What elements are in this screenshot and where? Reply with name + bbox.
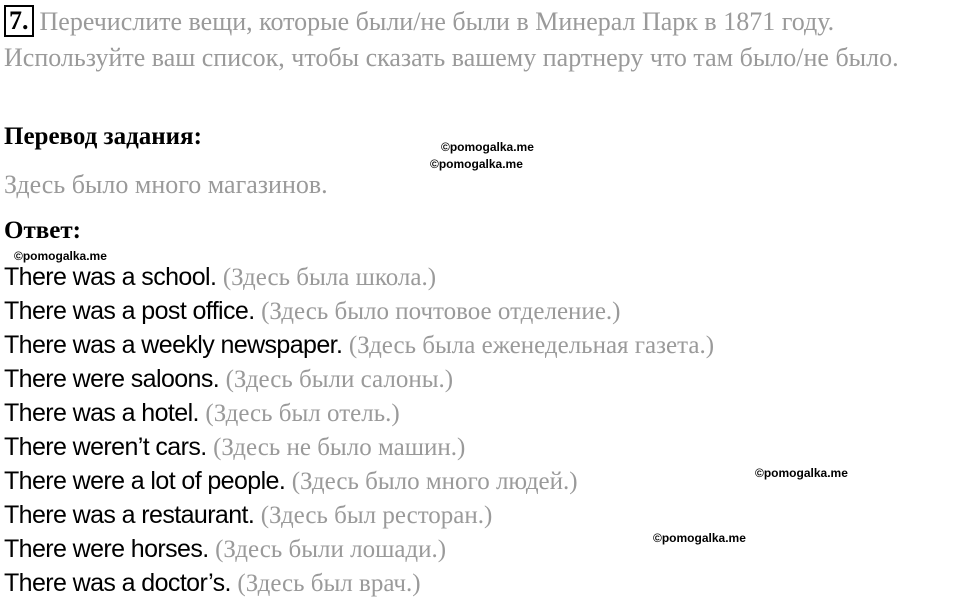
task-number: 7. [4, 5, 34, 37]
watermark: ©pomogalka.me [430, 157, 523, 171]
answer-english: There was a weekly newspaper. [4, 331, 343, 359]
watermark: ©pomogalka.me [441, 140, 534, 154]
answer-russian: (Здесь было много людей.) [291, 468, 578, 495]
answer-english: There was a hotel. [4, 399, 199, 427]
translation-heading: Перевод задания: [4, 123, 202, 150]
answer-item [4, 328, 714, 362]
answer-english: There was a restaurant. [4, 501, 255, 529]
translation-text: Здесь было много магазинов. [4, 170, 328, 199]
watermark: ©pomogalka.me [755, 466, 848, 480]
answer-english: There weren’t cars. [4, 433, 207, 461]
answer-russian: (Здесь был отель.) [205, 400, 400, 427]
task-text: Перечислите вещи, которые были/не были в Минерал Парк в 1871 году. Используйте ваш список, чтобы сказать вашему партнеру что там было/не было. [4, 7, 899, 72]
answer-english: There was a school. [4, 263, 217, 291]
answer-russian: (Здесь была еженедельная газета.) [348, 332, 715, 359]
answer-item [4, 566, 714, 600]
answer-russian: (Здесь был врач.) [237, 570, 421, 597]
answer-english: There were saloons. [4, 365, 220, 393]
watermark: ©pomogalka.me [14, 249, 107, 263]
answer-russian: (Здесь было почтовое отделение.) [261, 298, 621, 325]
answer-english: There were horses. [4, 535, 209, 563]
answer-item [4, 464, 714, 498]
answer-item [4, 294, 714, 328]
answer-russian: (Здесь был ресторан.) [260, 502, 493, 529]
answer-item [4, 430, 714, 464]
answer-item [4, 396, 714, 430]
answer-english: There were a lot of people. [4, 467, 286, 495]
answer-russian: (Здесь не было машин.) [213, 434, 466, 461]
answer-english: There was a doctor’s. [4, 569, 231, 597]
answer-item [4, 362, 714, 396]
answer-russian: (Здесь были лошади.) [215, 536, 447, 563]
answer-russian: (Здесь были салоны.) [225, 366, 454, 393]
answer-item [4, 498, 714, 532]
task-statement [4, 4, 954, 76]
answer-list [4, 260, 714, 600]
answer-english: There was a post office. [4, 297, 255, 325]
answer-item [4, 260, 714, 294]
watermark: ©pomogalka.me [653, 531, 746, 545]
answer-russian: (Здесь была школа.) [222, 264, 437, 291]
answer-heading: Ответ: [4, 217, 81, 244]
answer-item [4, 532, 714, 566]
